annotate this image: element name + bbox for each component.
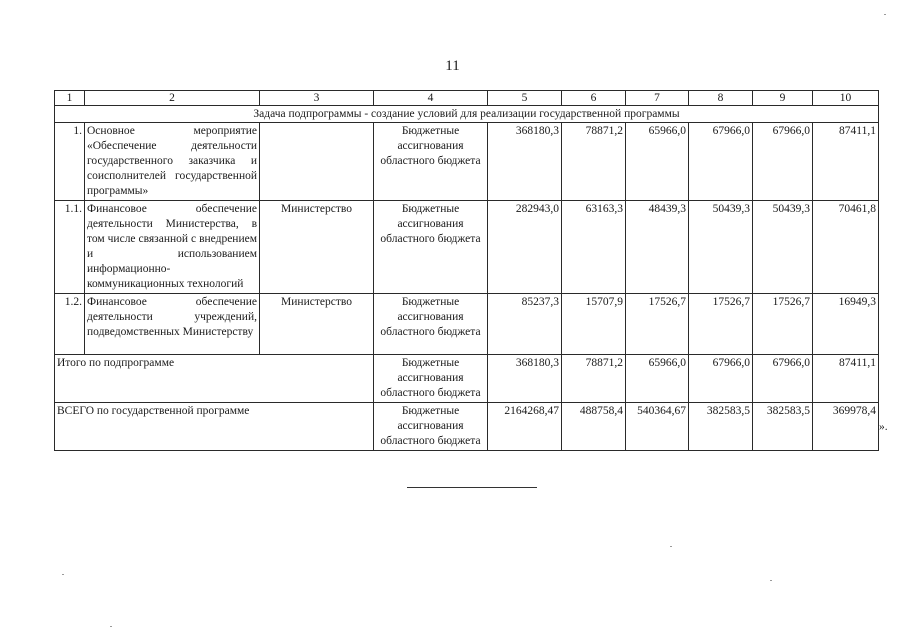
scan-speck (110, 626, 112, 627)
column-number: 7 (626, 91, 689, 106)
table-row (55, 294, 879, 355)
row-index: 1.1. (55, 201, 85, 294)
value-col-9: 17526,7 (753, 294, 813, 355)
column-number: 2 (85, 91, 260, 106)
column-number: 9 (753, 91, 813, 106)
value-col-6: 63163,3 (562, 201, 626, 294)
row-index: 1. (55, 123, 85, 201)
row-index: 1.2. (55, 294, 85, 355)
scan-speck (670, 546, 672, 547)
value-col-5: 368180,3 (488, 355, 562, 403)
value-col-5: 85237,3 (488, 294, 562, 355)
budget-table (54, 90, 879, 451)
table-row (55, 123, 879, 201)
column-number: 10 (813, 91, 879, 106)
value-col-5: 368180,3 (488, 123, 562, 201)
column-number: 5 (488, 91, 562, 106)
value-col-7: 540364,67 (626, 403, 689, 451)
task-title: Задача подпрограммы - создание условий для реализации государственной программы (55, 106, 879, 123)
value-col-9: 67966,0 (753, 123, 813, 201)
activity-name: Основное мероприятие «Обеспечение деятельности государственного заказчика и соисполнителей государственной программы» (85, 123, 260, 201)
value-col-5: 2164268,47 (488, 403, 562, 451)
table-row (55, 201, 879, 294)
funding-source: Бюджетные ассигнования областного бюджета (374, 123, 488, 201)
executor: Министерство (260, 201, 374, 294)
value-col-9: 50439,3 (753, 201, 813, 294)
value-col-7: 48439,3 (626, 201, 689, 294)
activity-name: Финансовое обеспечение деятельности учреждений, подведомственных Министерству (85, 294, 260, 355)
value-col-6: 15707,9 (562, 294, 626, 355)
value-col-8: 50439,3 (689, 201, 753, 294)
executor (260, 123, 374, 201)
page-number: 11 (445, 58, 460, 74)
value-col-8: 67966,0 (689, 123, 753, 201)
value-col-10: 87411,1 (813, 123, 879, 201)
closing-quote-mark: ». (879, 421, 888, 433)
executor: Министерство (260, 294, 374, 355)
value-col-10: 70461,8 (813, 201, 879, 294)
subtotal-row (55, 355, 879, 403)
activity-name: Финансовое обеспечение деятельности Министерства, в том числе связанной с внедрением и использованием информационно-коммуникационных технологий (85, 201, 260, 294)
scan-speck (884, 14, 886, 15)
value-col-8: 382583,5 (689, 403, 753, 451)
column-number: 6 (562, 91, 626, 106)
value-col-10: 87411,1 (813, 355, 879, 403)
column-number: 3 (260, 91, 374, 106)
value-col-6: 78871,2 (562, 355, 626, 403)
column-number-row (55, 91, 879, 106)
total-label: ВСЕГО по государственной программе (55, 403, 374, 451)
scan-speck (770, 580, 772, 581)
end-divider-line (407, 487, 537, 488)
funding-source: Бюджетные ассигнования областного бюджета (374, 201, 488, 294)
value-col-8: 17526,7 (689, 294, 753, 355)
funding-source: Бюджетные ассигнования областного бюджета (374, 355, 488, 403)
value-col-8: 67966,0 (689, 355, 753, 403)
scan-speck (62, 574, 64, 575)
funding-source: Бюджетные ассигнования областного бюджета (374, 294, 488, 355)
subtotal-label: Итого по подпрограмме (55, 355, 374, 403)
column-number: 8 (689, 91, 753, 106)
total-row (55, 403, 879, 451)
value-col-9: 67966,0 (753, 355, 813, 403)
value-col-7: 17526,7 (626, 294, 689, 355)
value-col-7: 65966,0 (626, 123, 689, 201)
column-number: 1 (55, 91, 85, 106)
value-col-9: 382583,5 (753, 403, 813, 451)
value-col-6: 488758,4 (562, 403, 626, 451)
value-col-7: 65966,0 (626, 355, 689, 403)
value-col-6: 78871,2 (562, 123, 626, 201)
column-number: 4 (374, 91, 488, 106)
value-col-5: 282943,0 (488, 201, 562, 294)
task-title-row (55, 106, 879, 123)
funding-source: Бюджетные ассигнования областного бюджета (374, 403, 488, 451)
value-col-10: 16949,3 (813, 294, 879, 355)
value-col-10: 369978,4 (813, 403, 879, 451)
